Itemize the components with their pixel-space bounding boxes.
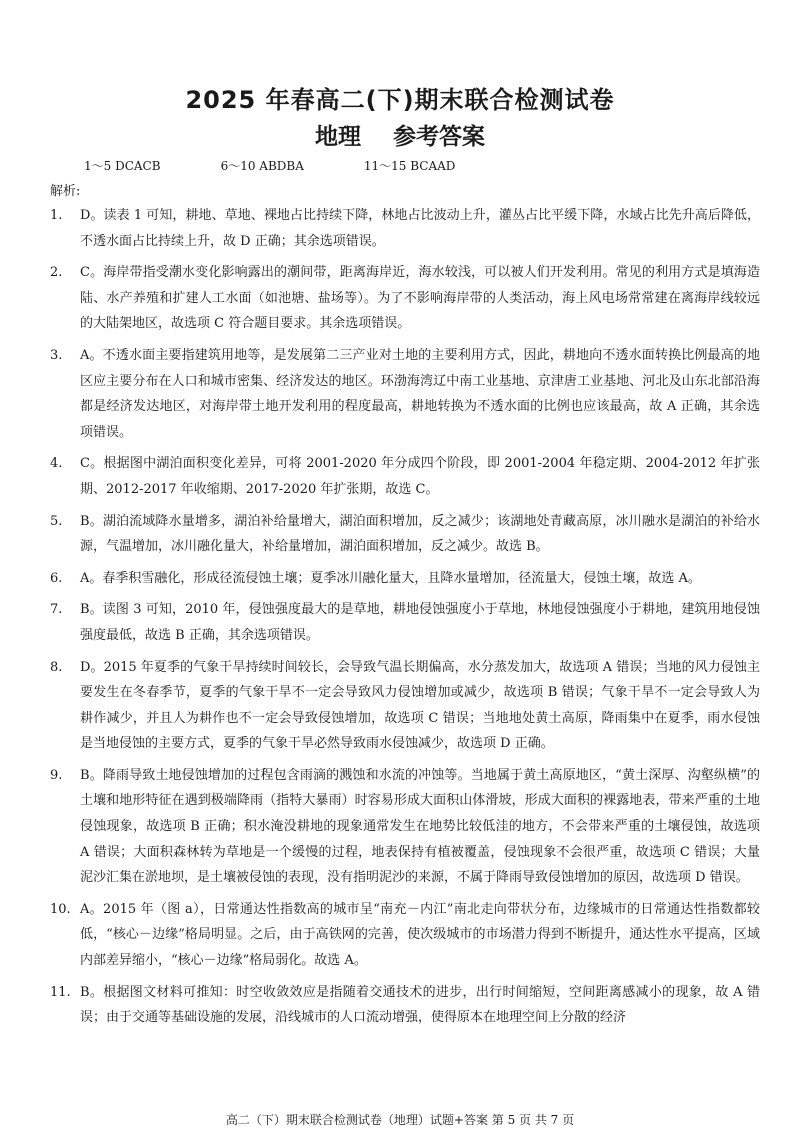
item-text: A。春季积雪融化，形成径流侵蚀土壤；夏季冰川融化量大，且降水量增加，径流量大，侵蚀土壤，故选 A。 bbox=[80, 570, 701, 586]
item-text: B。读图 3 可知，2010 年，侵蚀强度最大的是草地，耕地侵蚀强度小于草地，林地侵蚀强度小于耕地，建筑用地侵蚀强度最低，故选 B 正确，其余选项错误。 bbox=[80, 602, 760, 643]
item-number: 1. bbox=[50, 208, 63, 223]
item-text: B。根据图文材料可推知：时空收敛效应是指随着交通技术的进步，出行时间缩短，空间距离感减小的现象，故 A 错误；由于交通等基础设施的发展，沿线城市的人口流动增强，使得原本在地理空间上分散的经济 bbox=[80, 984, 760, 1026]
analysis-item bbox=[50, 260, 760, 337]
analysis-item bbox=[50, 203, 760, 254]
page-footer: 高二（下）期末联合检测试卷（地理）试题+答案 第 5 页 共 7 页 bbox=[225, 1113, 575, 1127]
analysis-item bbox=[50, 763, 760, 891]
analysis-item bbox=[50, 655, 760, 757]
subject-label: 地理 bbox=[314, 124, 361, 150]
answer-key bbox=[84, 157, 455, 174]
document-subtitle bbox=[0, 118, 800, 151]
item-number: 3. bbox=[50, 347, 63, 363]
item-text: B。降雨导致土地侵蚀增加的过程包含雨滴的溅蚀和水流的冲蚀等。当地属于黄土高原地区，“黄土深厚、沟壑纵横”的土壤和地形特征在遇到极端降雨（指特大暴雨）时容易形成大面积山体滑坡，形成大面积的裸露地表，带来严重的土地侵蚀现象，故选项 B 正确；积水淹没耕地的现象通常发生在地势比较低洼的地方，不会带来严重的土壤侵蚀，故选项 A 错误；大面积森林转为草地是一个缓慢的过程，地表保持有植被覆盖，侵蚀现象不会很严重，故选项 C 错误；大量泥沙汇集在淤地坝，是土壤被侵蚀的表现，没有指明泥沙的来源，不属于降雨导致侵蚀增加的原因，故选项 D 错误。 bbox=[80, 767, 760, 886]
item-text: A。不透水面主要指建筑用地等，是发展第二三产业对土地的主要利用方式，因此，耕地向不透水面转换比例最高的地区应主要分布在人口和城市密集、经济发达的地区。环渤海湾辽中南工业基地、京津唐工业基地、河北及山东北部沿海都是经济发达地区，对海岸带土地开发利用的程度最高，耕地转换为不透水面的比例也应该最高，故 A 正确，其余选项错误。 bbox=[80, 347, 760, 440]
analysis-item bbox=[50, 509, 760, 560]
item-number: 10. bbox=[50, 901, 71, 917]
item-text: C。根据图中湖泊面积变化差异，可将 2001-2020 年分成四个阶段，即 2001-2004 年稳定期、2004-2012 年扩张期、2012-2017 年收缩期、2017-2020 年扩张期，故选 C。 bbox=[80, 456, 760, 497]
document-title: 2025 年春高二(下)期末联合检测试卷 bbox=[185, 86, 615, 114]
item-number: 2. bbox=[50, 265, 63, 281]
analysis-list bbox=[50, 203, 760, 1037]
answer-key-group: 11～15 BCAAD bbox=[363, 159, 456, 173]
item-text: D。2015 年夏季的气象干旱持续时间较长，会导致气温长期偏高，水分蒸发加大，故选项 A 错误；当地的风力侵蚀主要发生在冬春季节，夏季的气象干旱不一定会导致风力侵蚀增加或减少，故选项 B 错误；气象干旱不一定会导致人为耕作减少，并且人为耕作也不一定会导致侵蚀增加，故选项 C 错误；当地地处黄土高原，降雨集中在夏季，雨水侵蚀是当地侵蚀的主要方式，夏季的气象干旱必然导致雨水侵蚀减少，故选项 D 正确。 bbox=[80, 659, 760, 752]
item-text: B。湖泊流域降水量增多，湖泊补给量增大，湖泊面积增加，反之减少；该湖地处青藏高原，冰川融水是湖泊的补给水源，气温增加，冰川融化量大，补给量增加，湖泊面积增加，反之减少。故选 B。 bbox=[80, 513, 760, 555]
answer-key-group: 6～10 ABDBA bbox=[220, 159, 304, 173]
analysis-item bbox=[50, 980, 760, 1031]
analysis-item bbox=[50, 897, 760, 974]
analysis-item bbox=[50, 451, 760, 502]
analysis-item bbox=[50, 597, 760, 648]
analysis-item bbox=[50, 566, 760, 592]
item-number: 8. bbox=[50, 659, 63, 675]
item-number: 4. bbox=[50, 456, 63, 472]
item-number: 9. bbox=[50, 767, 63, 783]
item-number: 6. bbox=[50, 570, 63, 586]
item-text: A。2015 年（图 a），日常通达性指数高的城市呈“南充－内江”南北走向带状分布，边缘城市的日常通达性指数都较低，“核心－边缘”格局明显。之后，由于高铁网的完善，使次级城市的市场潜力得到不断提升，通达性水平提高，区域内部差异缩小，“核心－边缘”格局弱化。故选 A。 bbox=[80, 901, 760, 969]
answer-label: 参考答案 bbox=[393, 124, 485, 150]
item-text: D。读表 1 可知，耕地、草地、裸地占比持续下降，林地占比波动上升，灌丛占比平缓下降，水域占比先升高后降低，不透水面占比持续上升，故 D 正确；其余选项错误。 bbox=[80, 208, 760, 249]
answer-key-group: 1～5 DCACB bbox=[84, 159, 161, 173]
analysis-item bbox=[50, 343, 760, 445]
item-number: 11. bbox=[50, 984, 71, 1000]
item-number: 7. bbox=[50, 602, 63, 618]
item-text: C。海岸带指受潮水变化影响露出的潮间带，距离海岸近，海水较浅，可以被人们开发利用。常见的利用方式是填海造陆、水产养殖和扩建人工水面（如池塘、盐场等）。为了不影响海岸带的人类活动，海上风电场常常建在离海岸线较远的大陆架地区，故选项 C 符合题目要求。其余选项错误。 bbox=[80, 265, 760, 332]
item-number: 5. bbox=[50, 513, 63, 529]
analysis-label: 解析: bbox=[50, 184, 81, 199]
